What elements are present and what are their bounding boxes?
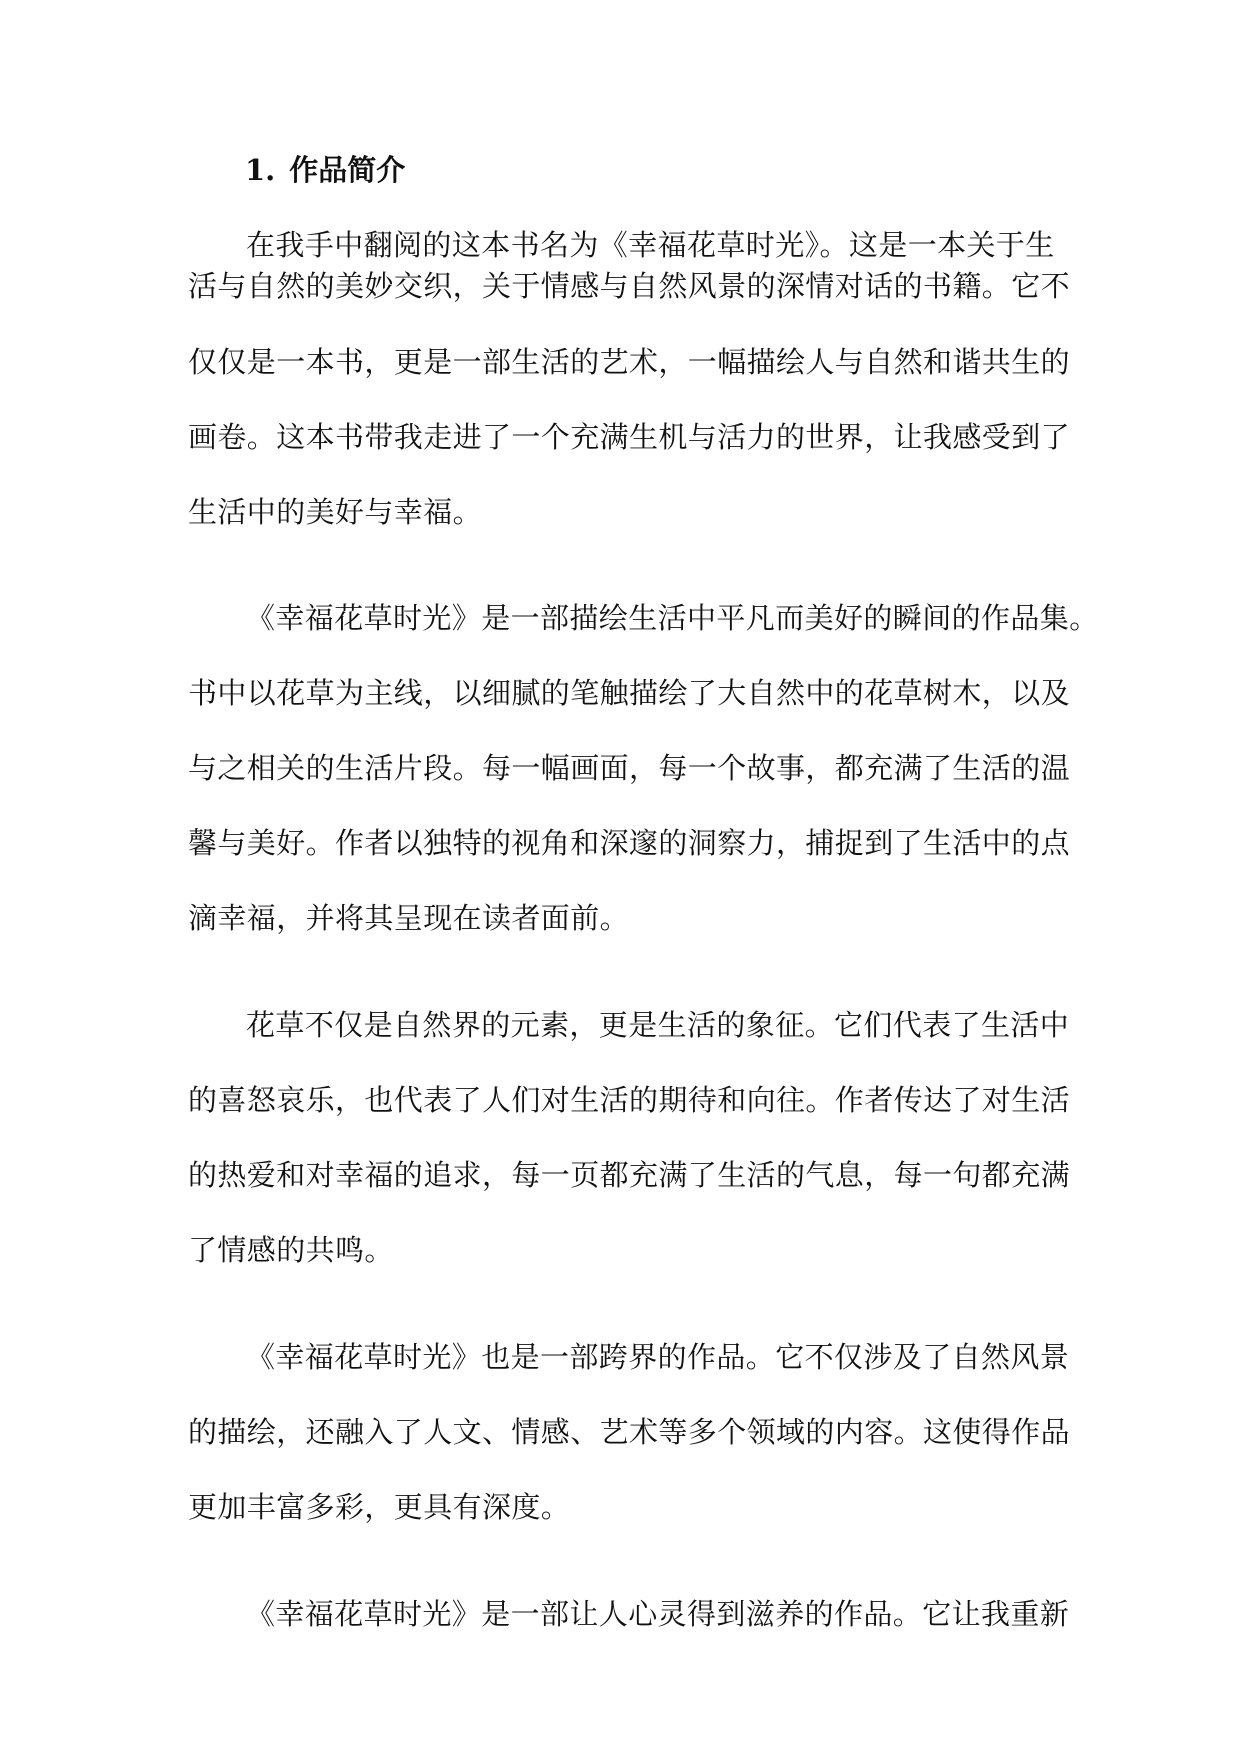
- paragraph-4-line-1: 《幸福花草时光》也是一部跨界的作品。它不仅涉及了自然风景: [246, 1340, 1070, 1374]
- paragraph-3-line-3: 的热爱和对幸福的追求，每一页都充满了生活的气息，每一句都充满: [188, 1158, 1071, 1192]
- section-title: 作品简介: [289, 153, 406, 187]
- paragraph-2-line-3: 与之相关的生活片段。每一幅画面，每一个故事，都充满了生活的温: [188, 751, 1071, 785]
- paragraph-1-line-4: 画卷。这本书带我走进了一个充满生机与活力的世界，让我感受到了: [188, 420, 1071, 454]
- paragraph-4-line-2: 的描绘，还融入了人文、情感、艺术等多个领域的内容。这使得作品: [188, 1415, 1071, 1449]
- paragraph-4-line-3: 更加丰富多彩，更具有深度。: [188, 1490, 571, 1524]
- section-heading: [245, 150, 405, 190]
- paragraph-1-line-1: 在我手中翻阅的这本书名为《幸福花草时光》。这是一本关于生: [246, 228, 1055, 262]
- paragraph-3-line-4: 了情感的共鸣。: [188, 1233, 394, 1267]
- paragraph-2-line-1: 《幸福花草时光》是一部描绘生活中平凡而美好的瞬间的作品集。: [246, 601, 1099, 635]
- paragraph-5-line-1: 《幸福花草时光》是一部让人心灵得到滋养的作品。它让我重新: [246, 1597, 1070, 1631]
- section-number: 1.: [245, 153, 276, 187]
- paragraph-2-line-4: 馨与美好。作者以独特的视角和深邃的洞察力，捕捉到了生活中的点: [188, 826, 1071, 860]
- paragraph-1-line-2: 活与自然的美妙交织，关于情感与自然风景的深情对话的书籍。它不: [188, 269, 1071, 303]
- paragraph-2-line-2: 书中以花草为主线，以细腻的笔触描绘了大自然中的花草树木，以及: [188, 676, 1071, 710]
- paragraph-1-line-3: 仅仅是一本书，更是一部生活的艺术，一幅描绘人与自然和谐共生的: [188, 345, 1071, 379]
- paragraph-3-line-2: 的喜怒哀乐，也代表了人们对生活的期待和向往。作者传达了对生活: [188, 1083, 1071, 1117]
- paragraph-3-line-1: 花草不仅是自然界的元素，更是生活的象征。它们代表了生活中: [246, 1008, 1070, 1042]
- paragraph-2-line-5: 滴幸福，并将其呈现在读者面前。: [188, 901, 630, 935]
- paragraph-1-line-5: 生活中的美好与幸福。: [188, 495, 483, 529]
